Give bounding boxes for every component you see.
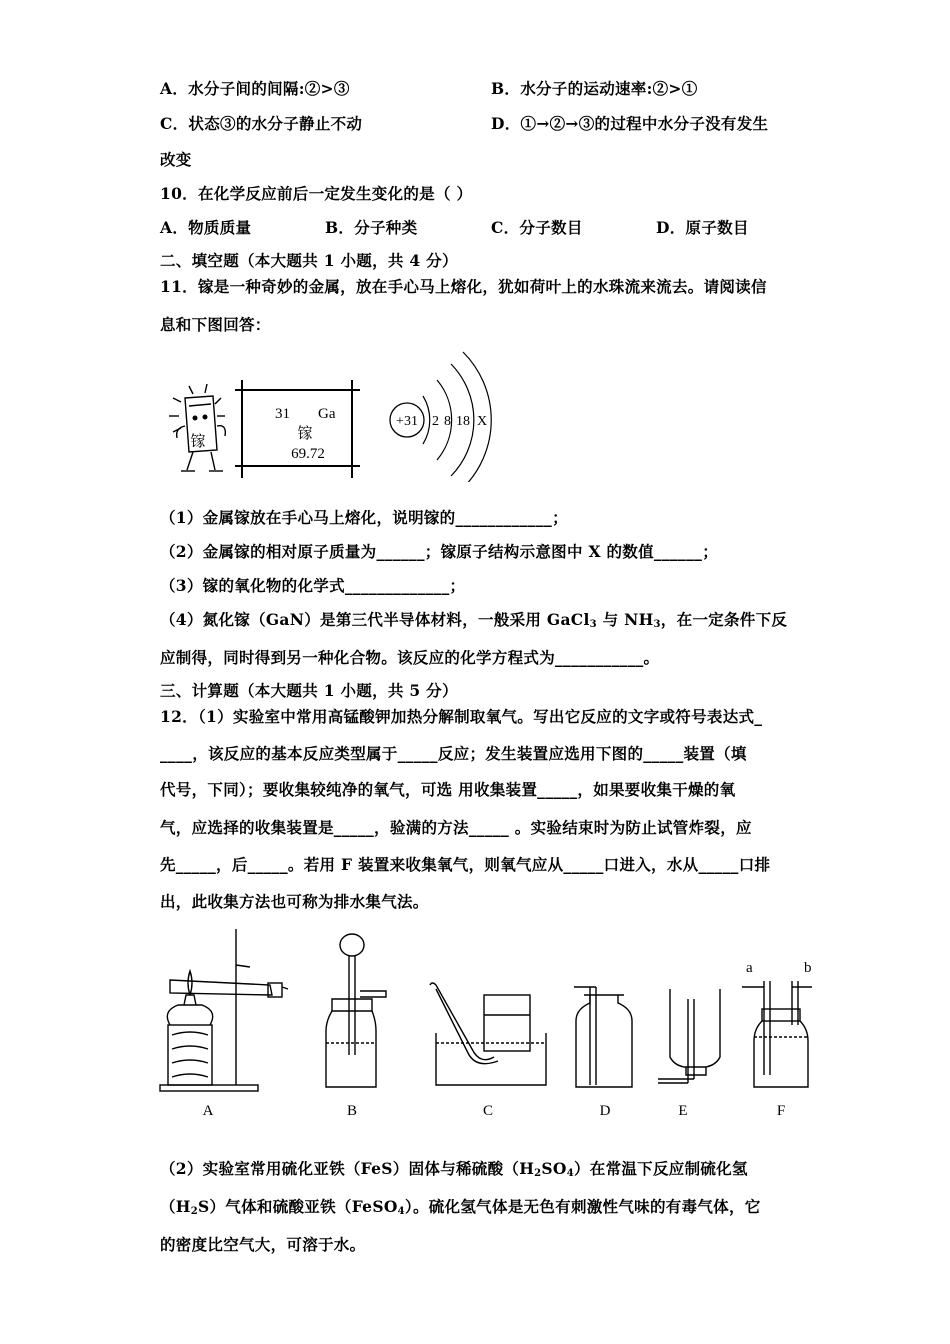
label-a: A [202, 1103, 214, 1119]
shell-3-count: 18 [456, 414, 470, 429]
label-c: C [482, 1103, 494, 1119]
shell-4-count: X [477, 414, 488, 429]
q11-sub4-mid: 与 NH [596, 610, 654, 629]
atomic-mass: 69.72 [291, 446, 325, 462]
q10-option-a: A．物质质量 [160, 218, 252, 237]
q11-sub4-line2: 应制得，同时得到另一种化合物。该反应的化学方程式为___________。 [160, 648, 660, 667]
q12-line5: 先_____，后_____。若用 F 装置来收集氧气，则氧气应从_____口进入，水从_____口排 [160, 855, 771, 874]
q12-p2-l1-a: （2）实验室常用硫化亚铁（FeS）固体与稀硫酸（H [160, 1159, 535, 1178]
q12-part2-line1 [160, 1157, 748, 1179]
q12-line6: 出，此收集方法也可称为排水集气法。 [160, 892, 429, 911]
gallium-cartoon-label: 镓 [190, 434, 206, 450]
q12-p2-l1-b: SO [541, 1159, 567, 1178]
section-3-title: 三、计算题（本大题共 1 小题，共 5 分） [160, 681, 458, 700]
q9-option-b: B．水分子的运动速率:②>① [491, 79, 698, 98]
label-d: D [599, 1103, 611, 1119]
q11-sub4-sub2: 3 [653, 619, 661, 630]
q11-sub3: （3）镓的氧化物的化学式_____________； [160, 576, 466, 595]
q10-option-b: B．分子种类 [325, 218, 418, 237]
q12-p2-l1-c: ）在常温下反应制硫化氢 [573, 1159, 748, 1178]
q12-p2-l2-s2: 4 [397, 1206, 405, 1217]
section-2-title: 二、填空题（本大题共 1 小题，共 4 分） [160, 251, 458, 270]
atomic-number: 31 [275, 406, 290, 422]
element-name: 镓 [297, 426, 313, 442]
element-symbol: Ga [318, 406, 336, 422]
q12-p2-l2-c: ）。硫化氢气体是无色有刺激性气味的有毒气体，它 [404, 1197, 761, 1216]
q12-p2-l2-s1: 2 [190, 1206, 199, 1217]
q11-sub4 [160, 608, 787, 630]
shell-2-count: 8 [444, 414, 451, 429]
q12-line4: 气，应选择的收集装置是_____，验满的方法_____ 。实验结束时为防止试管炸裂，应 [160, 818, 752, 837]
q12-part2-line3: 的密度比空气大，可溶于水。 [160, 1235, 366, 1254]
q12-line3: 代号，下同）；要收集较纯净的氧气，可选 用收集装置_____，如果要收集干燥的氧 [160, 780, 736, 799]
apparatus-c [430, 983, 546, 1085]
label-b: B [346, 1103, 358, 1119]
shell-1-count: 2 [432, 414, 439, 429]
gallium-cartoon-image [169, 384, 225, 471]
q11-sub2: （2）金属镓的相对原子质量为______；镓原子结构示意图中 X 的数值______； [160, 542, 719, 561]
q12-line2: ____，该反应的基本反应类型属于_____反应；发生装置应选用下图的_____装置（填 [160, 744, 747, 763]
q11-sub1: （1）金属镓放在手心马上熔化，说明镓的____________； [160, 508, 568, 527]
q11-stem-line2: 息和下图回答： [160, 315, 271, 334]
apparatus-d [574, 987, 632, 1087]
label-e: E [678, 1103, 688, 1119]
nucleus-charge: +31 [396, 414, 418, 429]
q9-option-d-continued: 改变 [160, 150, 192, 169]
q9-option-a: A．水分子间的间隔:②>③ [160, 79, 350, 98]
q9-option-c: C．状态③的水分子静止不动 [160, 114, 363, 133]
q12-part2-line2 [160, 1195, 761, 1217]
label-f: F [776, 1103, 786, 1119]
apparatus-e [658, 989, 720, 1083]
q12-p2-l2-a: （H [160, 1197, 191, 1216]
q11-sub4-pre: （4）氮化镓（GaN）是第三代半导体材料，一般采用 GaCl [160, 610, 590, 629]
gallium-figure [155, 342, 500, 482]
q11-sub4-sub1: 3 [589, 619, 597, 630]
q12-line1: 12．（1）实验室中常用高锰酸钾加热分解制取氧气。写出它反应的文字或符号表达式_ [160, 707, 763, 726]
q12-p2-l2-b: S）气体和硫酸亚铁（FeSO [198, 1197, 398, 1216]
q10-stem: 10．在化学反应前后一定发生变化的是（ ） [160, 184, 473, 203]
q12-p2-l1-s2: 4 [566, 1168, 574, 1179]
q11-stem-line1: 11．镓是一种奇妙的金属，放在手心马上熔化，犹如荷叶上的水珠流来流去。请阅读信 [160, 277, 767, 296]
q11-sub4-post: ，在一定条件下反 [660, 610, 788, 629]
apparatus-figure [150, 925, 830, 1125]
q9-option-d: D．①→②→③的过程中水分子没有发生 [491, 114, 769, 133]
apparatus-f [742, 981, 812, 1087]
q10-option-c: C．分子数目 [491, 218, 583, 237]
apparatus-b [326, 934, 386, 1087]
port-b-label: b [804, 960, 812, 976]
q12-p2-l1-s1: 2 [534, 1168, 542, 1179]
apparatus-a [160, 929, 288, 1091]
q10-option-d: D．原子数目 [656, 218, 749, 237]
port-a-label: a [746, 960, 753, 976]
